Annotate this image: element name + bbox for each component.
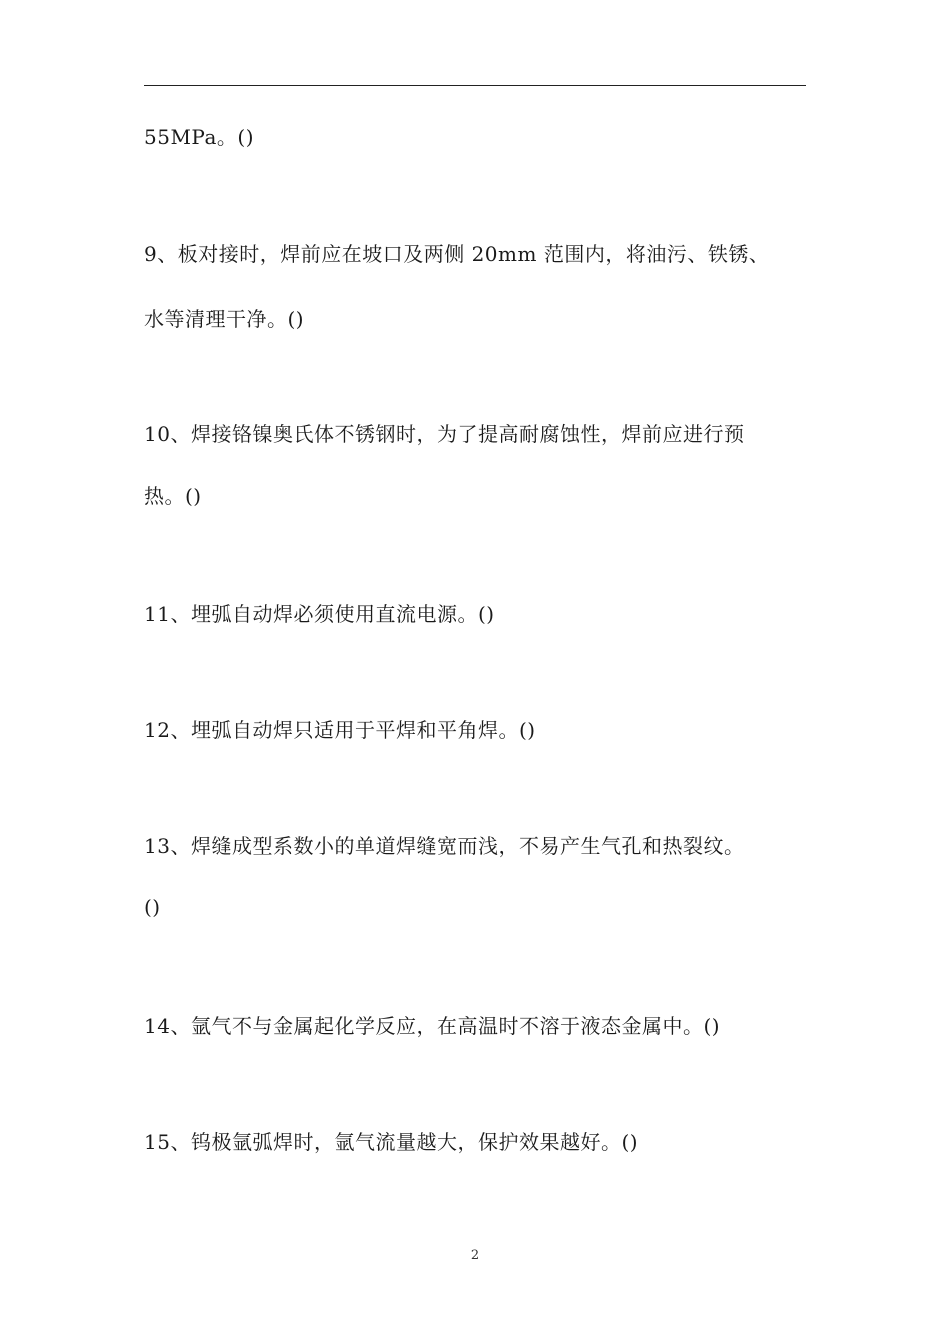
text-line: 12、埋弧自动焊只适用于平焊和平角焊。()	[144, 718, 536, 742]
text-line: 水等清理干净。()	[144, 307, 305, 331]
text-line: 10、焊接铬镍奥氏体不锈钢时，为了提高耐腐蚀性，焊前应进行预	[144, 422, 745, 446]
text-line: 15、钨极氩弧焊时，氩气流量越大，保护效果越好。()	[144, 1130, 639, 1154]
text-line: 9、板对接时，焊前应在坡口及两侧 20mm 范围内，将油污、铁锈、	[144, 242, 770, 266]
page-number: 2	[470, 1248, 480, 1263]
text-line: 热。()	[144, 484, 202, 508]
text-line: 13、焊缝成型系数小的单道焊缝宽而浅，不易产生气孔和热裂纹。	[144, 834, 745, 858]
text-line: ()	[144, 895, 161, 919]
text-line: 14、氩气不与金属起化学反应，在高温时不溶于液态金属中。()	[144, 1014, 721, 1038]
text-line: 11、埋弧自动焊必须使用直流电源。()	[144, 602, 495, 626]
header-rule	[144, 85, 806, 86]
text-line: 55MPa。()	[144, 125, 255, 149]
